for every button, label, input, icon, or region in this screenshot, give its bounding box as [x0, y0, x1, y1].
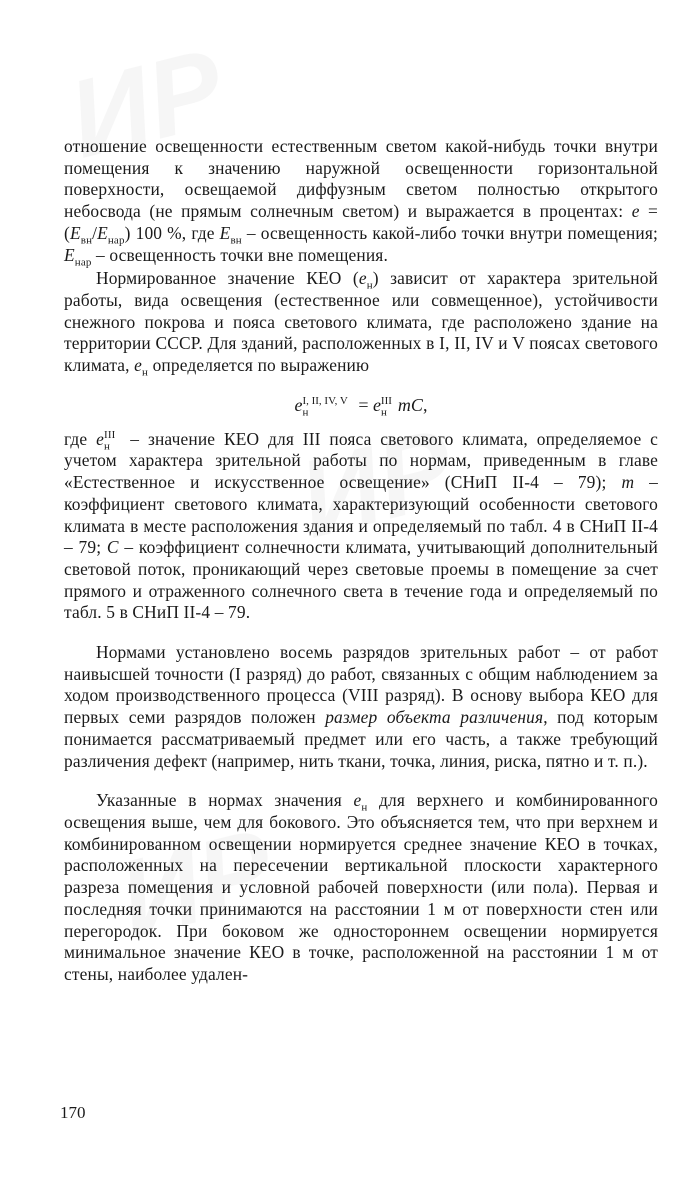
- page-number: 170: [60, 1103, 86, 1122]
- paragraph-5: Указанные в нормах значения $e_н$ для верхнего и комбинированного освещения выше, чем для бокового. Это объясняется тем, что при верхнем и комбинированном освещении нормируется среднее значение КЕО в точках, расположенных на пересечении вертикальной плоскости характерного разреза помещения и условной рабочей поверхности (или пола). Первая и последняя точки принимаются на расстоянии 1 м от поверхности стен или перегородок. При боковом же одностороннем освещении нормируется минимальное значение КЕО в точке, расположенной на расстоянии 1 м от стены, наиболее удален-: [64, 790, 658, 984]
- paragraph-2: Нормированное значение КЕО $(e_н)$ зависит от характера зрительной работы, вида освещения (естественное или совмещенное), устойчивости снежного покрова и пояса светового климата, где расположено здание на территории СССР. Для зданий, расположенных в I, II, IV и V поясах светового климата, $e_н$ определяется по выражению: [64, 268, 658, 379]
- page-body: [64, 136, 658, 986]
- paragraph-3: где $e_н^{III}$ – значение КЕО для III пояса светового климата, определяемое с учетом характера зрительной работы по нормам, приведенным в главе «Естественное и искусственное освещение» (СНиП II-4 – 79); m – коэффициент светового климата, характеризующий особенности светового климата в месте расположения здания и определяемый по табл. 4 в СНиП II-4 – 79; С – коэффициент солнечности климата, учитывающий дополнительный световой поток, проникающий через световые проемы в помещение за счет прямого и отраженного солнечного света в течение года и определяемый по табл. 5 в СНиП II-4 – 79.: [64, 428, 659, 623]
- paragraph-4: Нормами установлено восемь разрядов зрительных работ – от работ наивысшей точности (I разряд) до работ, связанных с общим наблюдением за ходом производственного процесса (VIII разряд). В основу выбора КЕО для первых семи разрядов положен размер объекта различения, под которым понимается рассматриваемый предмет или его часть, а также требующий различения дефект (например, нить ткани, точка, линия, риска, пятно и т. п.).: [64, 642, 658, 771]
- paragraph-1: отношение освещенности естественным светом какой-нибудь точки внутри помещения к значению наружной освещенности горизонтальной поверхности, освещаемой диффузным светом полностью открытого небосвода (не прямым солнечным светом) и выражается в процентах: $e = (E_{вн}/E_{нар})$ 100 %, где $E_{вн}$ – освещенность какой-либо точки внутри помещения; $E_{нар}$ – освещенность точки вне помещения.: [64, 136, 658, 268]
- formula-keo: $e_н^{I, II, IV, V} = e_н^{III}$ mC,: [294, 394, 428, 419]
